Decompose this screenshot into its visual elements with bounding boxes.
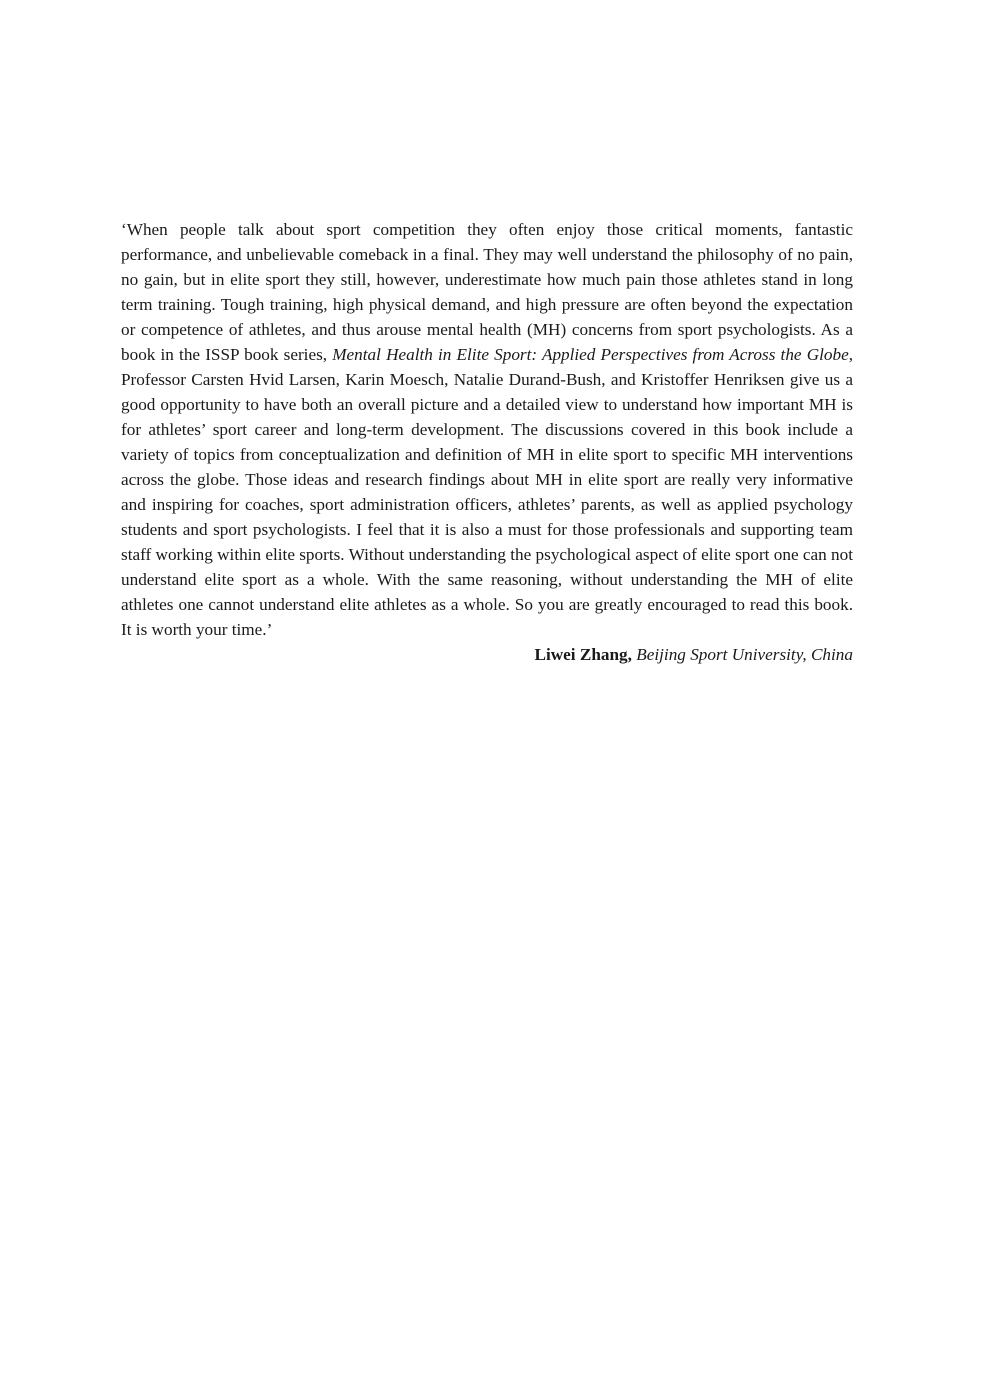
book-title: Mental Health in Elite Sport: Applied Perspectives from Across the Globe bbox=[332, 345, 849, 364]
quote-text-part-2: , Professor Carsten Hvid Larsen, Karin Moesch, Natalie Durand-Bush, and Kristoffer Henriksen give us a good opportunity to have both an overall picture and a detailed view to understand how important MH is for athletes’ sport career and long-term development. The discussions covered in this book include a variety of topics from conceptualization and definition of MH in elite sport to specific MH interventions across the globe. Those ideas and research findings about MH in elite sport are really very informative and inspiring for coaches, sport administration officers, athletes’ parents, as well as applied psychology students and sport psychologists. I feel that it is also a must for those professionals and supporting team staff working within elite sports. Without understanding the psychological aspect of elite sport one can not understand elite sport as a whole. With the same reasoning, without understanding the MH of elite athletes one cannot understand elite athletes as a whole. So you are greatly encouraged to read this book. It is worth your time.’ bbox=[121, 345, 853, 639]
quote-text-part-1: ‘When people talk about sport competition they often enjoy those critical moments, fantastic performance, and unbelievable comeback in a final. They may well understand the philosophy of no pain, no gain, but in elite sport they still, however, underestimate how much pain those athletes stand in long term training. Tough training, high physical demand, and high pressure are often beyond the expectation or competence of athletes, and thus arouse mental health (MH) concerns from sport psychologists. As a book in the ISSP book series, bbox=[121, 220, 853, 364]
endorsement-block bbox=[121, 217, 853, 667]
endorsement-attribution bbox=[121, 642, 853, 667]
author-affiliation: Beijing Sport University, China bbox=[636, 645, 853, 664]
author-name: Liwei Zhang, bbox=[534, 645, 632, 664]
endorsement-quote bbox=[121, 217, 853, 642]
